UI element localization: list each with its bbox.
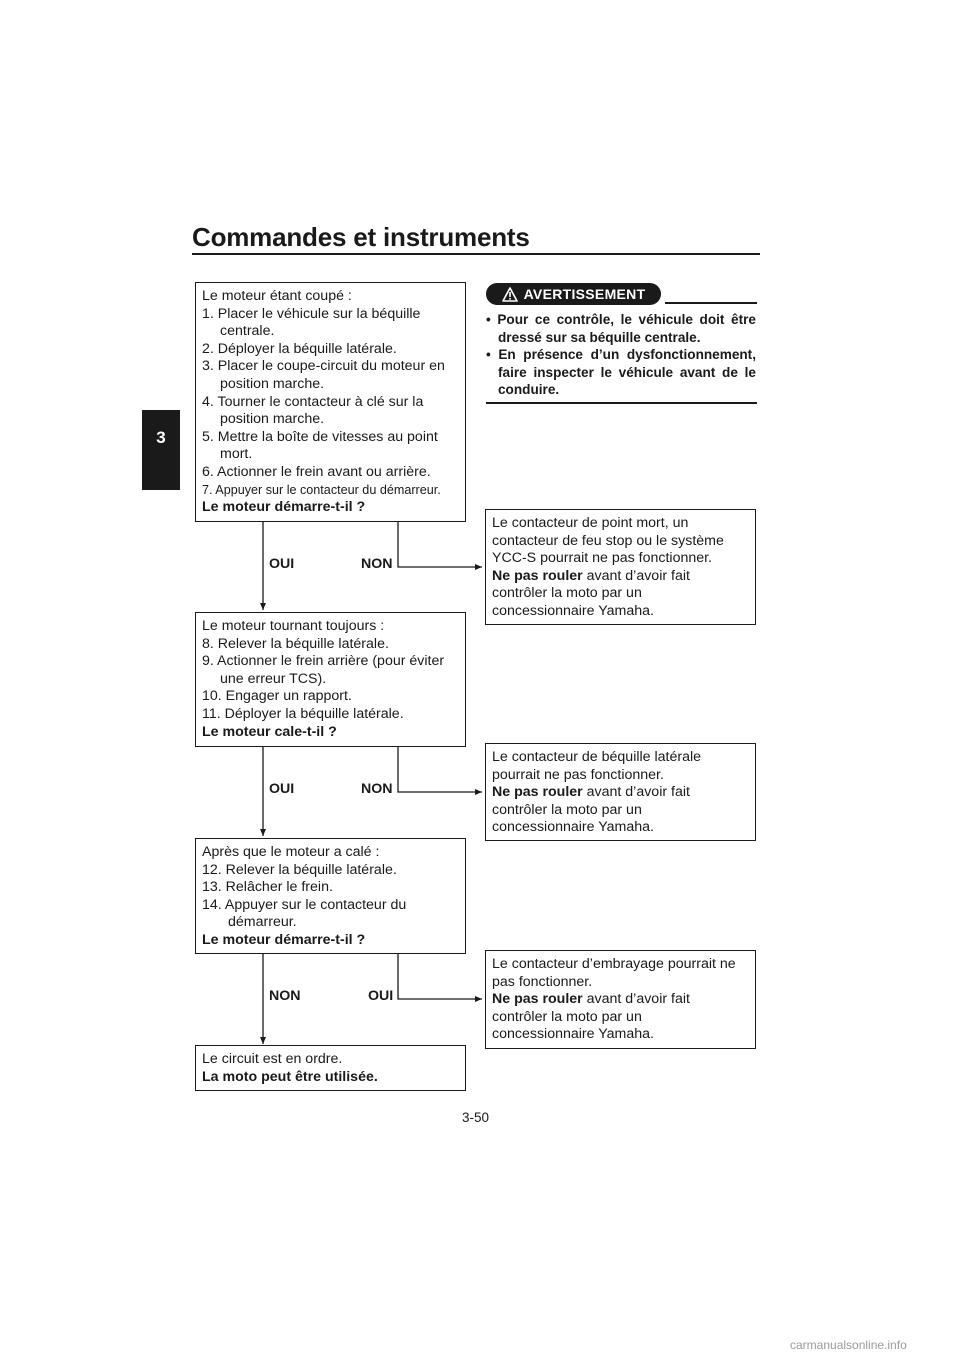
warning-item: • En présence d’un dysfonctionnement, faire inspecter le véhicule avant de le conduire. — [486, 347, 756, 398]
branch1-yes-label: OUI — [269, 556, 295, 572]
branch2-yes-label: OUI — [269, 781, 295, 797]
warning-label: AVERTISSEMENT — [523, 286, 646, 302]
step4-line2: La moto peut être utilisée. — [202, 1068, 378, 1085]
fault3-line5: concessionnaire Yamaha. — [492, 1026, 654, 1043]
step1-line3: 3. Placer le coupe-circuit du moteur en — [202, 358, 445, 375]
step1-line2: 2. Déployer la béquille latérale. — [202, 340, 397, 357]
fault1-warning: Ne pas rouler — [492, 567, 583, 584]
warning-bottom-rule — [486, 402, 757, 404]
warning-top-rule — [665, 302, 757, 304]
step1-line5: 5. Mettre la boîte de vitesses au point — [202, 428, 438, 445]
step4-line1: Le circuit est en ordre. — [202, 1051, 343, 1067]
page-title: Commandes et instruments — [192, 222, 530, 252]
step3-box — [195, 838, 466, 954]
step2-line9-cont: une erreur TCS). — [220, 670, 327, 687]
fault1-line3: YCC-S pourrait ne pas fonctionner. — [492, 550, 713, 567]
connector-step1-fault1 — [398, 521, 482, 567]
fault3-line3 — [492, 991, 749, 1009]
step1-line4: 4. Tourner le contacteur à clé sur la — [202, 393, 424, 410]
branch3-no-label: NON — [269, 988, 301, 1004]
step2-question: Le moteur cale-t-il ? — [202, 723, 337, 740]
step3-intro: Après que le moteur a calé : — [202, 844, 380, 860]
fault2-line3-rest: avant d’avoir fait — [582, 784, 690, 801]
page-number: 3-50 — [462, 1110, 490, 1125]
fault2-line3 — [492, 784, 749, 802]
fault1-line2: contacteur de feu stop ou le système — [492, 532, 724, 549]
fault3-line4: contrôler la moto par un — [492, 1008, 642, 1025]
step2-box — [195, 612, 466, 747]
branch1-no-label: NON — [361, 556, 393, 572]
step3-line14-cont: démarreur. — [228, 914, 297, 931]
step1-line3-cont: position marche. — [220, 375, 325, 392]
fault1-line4 — [492, 568, 749, 586]
step2-line10: 10. Engager un rapport. — [202, 688, 352, 705]
step3-line13: 13. Relâcher le frein. — [202, 879, 333, 896]
step3-line12: 12. Relever la béquille latérale. — [202, 861, 397, 878]
step1-line1: 1. Placer le véhicule sur la béquille — [202, 305, 421, 322]
step1-box — [195, 282, 466, 522]
step1-intro: Le moteur étant coupé : — [202, 288, 352, 304]
fault2-box — [485, 743, 756, 841]
step1-question: Le moteur démarre-t-il ? — [202, 499, 366, 516]
step3-line14: 14. Appuyer sur le contacteur du — [202, 896, 407, 913]
fault2-line2: pourrait ne pas fonctionner. — [492, 766, 664, 783]
fault1-box — [485, 509, 756, 625]
fault3-warning: Ne pas rouler — [492, 991, 583, 1008]
step2-line9: 9. Actionner le frein arrière (pour éviter — [202, 653, 445, 670]
fault3-line1: Le contacteur d’embrayage pourrait ne — [492, 956, 736, 972]
fault3-line2: pas fonctionner. — [492, 973, 593, 990]
fault2-warning: Ne pas rouler — [492, 784, 583, 801]
step1-line6: 6. Actionner le frein avant ou arrière. — [202, 463, 431, 480]
branch2-no-label: NON — [361, 781, 393, 797]
fault1-line4-rest: avant d’avoir fait — [582, 567, 690, 584]
warning-banner — [486, 283, 661, 305]
warning-item: • Pour ce contrôle, le véhicule doit être dressé sur sa béquille centrale. — [486, 312, 756, 345]
step4-box — [195, 1045, 466, 1091]
step2-intro: Le moteur tournant toujours : — [202, 618, 385, 634]
branch3-yes-label: OUI — [368, 988, 394, 1004]
chapter-tab: 3 — [142, 410, 180, 490]
fault1-line1: Le contacteur de point mort, un — [492, 515, 689, 531]
watermark: carmanualsonline.info — [790, 1338, 907, 1352]
fault3-line3-rest: avant d’avoir fait — [582, 991, 690, 1008]
fault2-line1: Le contacteur de béquille latérale — [492, 749, 702, 765]
fault1-line6: concessionnaire Yamaha. — [492, 602, 654, 619]
fault2-line5: concessionnaire Yamaha. — [492, 819, 654, 836]
fault2-line4: contrôler la moto par un — [492, 801, 642, 818]
step2-line11: 11. Déployer la béquille latérale. — [202, 705, 404, 722]
step1-line7: 7. Appuyer sur le contacteur du démarreur. — [202, 482, 441, 497]
warning-triangle-icon — [502, 287, 518, 302]
connector-step2-fault2 — [398, 746, 482, 792]
step1-line5-cont: mort. — [220, 446, 253, 463]
step2-line8: 8. Relever la béquille latérale. — [202, 635, 389, 652]
step1-line1-cont: centrale. — [220, 323, 275, 340]
step3-question: Le moteur démarre-t-il ? — [202, 931, 366, 948]
warning-body — [486, 311, 756, 399]
connector-step3-fault3 — [398, 953, 482, 999]
step1-line4-cont: position marche. — [220, 411, 325, 428]
fault1-line5: contrôler la moto par un — [492, 585, 642, 602]
fault3-box — [485, 950, 756, 1049]
